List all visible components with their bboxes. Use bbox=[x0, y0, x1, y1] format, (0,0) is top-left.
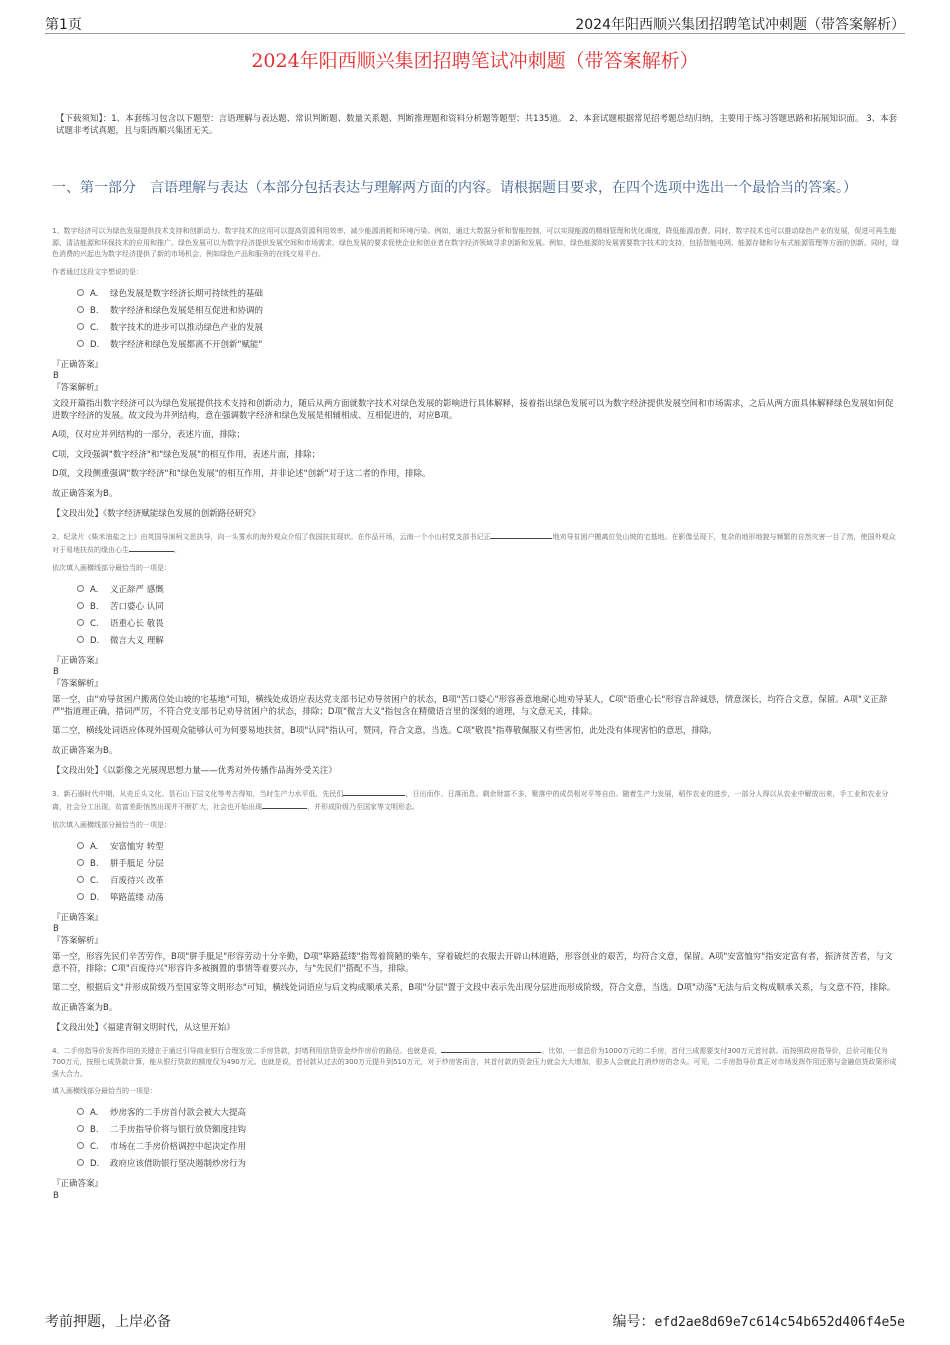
fill-blank bbox=[343, 787, 405, 796]
radio-icon[interactable] bbox=[77, 323, 84, 330]
radio-icon[interactable] bbox=[77, 1125, 84, 1132]
question-3 bbox=[52, 787, 900, 1035]
question-text: 3、新石器时代中期，从壳丘头文化、昙石山下层文化等考古得知，当时生产力水平低，先民们 ，日出而作、日落而息。剩余财富不多，聚落中的成员相对平等自由。随着生产力发展，稻作农业的进步，一部分人得以从农业中解放出来，手工业和农业分离，社会分工出现，贫富差距悄然出现并不断扩大，社会也开始出现 ，并形成阶级乃至国家等文明形态。 bbox=[52, 787, 900, 814]
source-citation: 【文段出处】《福建青铜文明时代，从这里开始》 bbox=[52, 1023, 235, 1033]
radio-icon[interactable] bbox=[77, 289, 84, 296]
radio-icon[interactable] bbox=[77, 585, 84, 592]
explanation-paragraph: A项，仅对应并列结构的一部分，表述片面，排除； bbox=[52, 430, 245, 440]
option-b[interactable]: B. 二手房指导价将与银行放贷额度挂钩 bbox=[77, 1122, 900, 1139]
option-a[interactable]: A. 绿色发展是数字经济长期可持续性的基础 bbox=[77, 286, 900, 303]
option-c[interactable]: C. 市场在二手房价格调控中起决定作用 bbox=[77, 1139, 900, 1156]
option-d[interactable]: D. 数字经济和绿色发展都离不开创新"赋能" bbox=[77, 337, 900, 354]
fill-blank bbox=[490, 530, 552, 539]
header-doc-title: 2024年阳西顺兴集团招聘笔试冲刺题（带答案解析） bbox=[575, 17, 905, 33]
correct-answer-label: 『正确答案』 bbox=[52, 912, 104, 923]
question-prompt: 作者通过这段文字想说的是： bbox=[52, 267, 143, 276]
radio-icon[interactable] bbox=[77, 636, 84, 643]
option-d[interactable]: D. 微言大义 理解 bbox=[77, 633, 900, 650]
option-d[interactable]: D. 筚路蓝缕 动荡 bbox=[77, 890, 900, 907]
question-2 bbox=[52, 530, 900, 778]
option-d[interactable]: D. 政府应该借助银行坚决遏制炒房行为 bbox=[77, 1156, 900, 1173]
conclusion: 故正确答案为B。 bbox=[52, 488, 118, 499]
question-4 bbox=[52, 1044, 900, 1203]
radio-icon[interactable] bbox=[77, 1142, 84, 1149]
explanation-paragraph: 第二空，横线处词语应体现外国观众能够认可为何要易地扶贫，B项"认同"指认可，赞同，符合文意，当选。C项"敬畏"指尊敬佩服又有些害怕，此处没有体现害怕的意思，排除。 bbox=[52, 726, 717, 736]
radio-icon[interactable] bbox=[77, 1159, 84, 1166]
fill-blank bbox=[129, 543, 174, 552]
explanation-paragraph: C项，文段强调"数字经济"和"绿色发展"的相互作用，表述片面，排除； bbox=[52, 449, 321, 460]
option-a[interactable]: A. 义正辞严 感慨 bbox=[77, 582, 900, 599]
page-number: 第1页 bbox=[45, 17, 82, 33]
option-b[interactable]: B. 苦口婆心 认同 bbox=[77, 599, 900, 616]
options-list bbox=[77, 839, 900, 907]
option-a[interactable]: A. 安富恤穷 转型 bbox=[77, 839, 900, 856]
radio-icon[interactable] bbox=[77, 619, 84, 626]
correct-answer: B bbox=[53, 667, 59, 677]
download-notice: 【下载须知】：1、本套练习包含以下题型：言语理解与表达题、常识判断题、数量关系题、判断推理题和资料分析题等题型；共135道。 2、本套试题根据常见招考题总结归纳，主要用于练习答题思路和拓展知识面。 3、本套试题非考试真题，且与阳西顺兴集团无关。 bbox=[56, 114, 898, 136]
question-text: 2、纪录片《柴米油盐之上》由英国导演柯文思执导，向一头雾水的海外观众介绍了我国扶贫现状。在作品开场，云南一个小山村党支部书记正 地劝导贫困户搬离位处山坡的宅基地。在影像呈现下，复杂的地形地貌与频繁的自然灾害一目了然，使国外观众对于易地扶贫的缘由心生 。 bbox=[52, 530, 900, 557]
source-citation: 【文段出处】《以影像之光展现思想力量——优秀对外传播作品海外受关注》 bbox=[52, 766, 337, 776]
explanation-paragraph: 文段开篇指出数字经济可以为绿色发展提供技术支持和创新动力，随后从两方面就数字技术对绿色发展的影响进行具体解释，接着指出绿色发展可以为数字经济提供发展空间和市场需求，之后从两方面具体解释绿色发展如何促进数字经济的发展。故文段为并列结构，意在强调数字经济和绿色发展是相辅相成、互相促进的，对应B项。 bbox=[52, 399, 894, 421]
radio-icon[interactable] bbox=[77, 842, 84, 849]
question-prompt: 填入画横线部分最恰当的一项是： bbox=[52, 1087, 157, 1095]
options-list bbox=[77, 1105, 900, 1173]
correct-answer-label: 『正确答案』 bbox=[52, 655, 104, 666]
document-title: 2024年阳西顺兴集团招聘笔试冲刺题（带答案解析） bbox=[251, 50, 699, 72]
option-c[interactable]: C. 数字技术的进步可以推动绿色产业的发展 bbox=[77, 320, 900, 337]
correct-answer: B bbox=[53, 1190, 59, 1201]
footer-slogan: 考前押题，上岸必备 bbox=[45, 1314, 171, 1330]
options-list bbox=[77, 286, 900, 354]
radio-icon[interactable] bbox=[77, 306, 84, 313]
code-label: 编号： bbox=[612, 1314, 655, 1330]
question-prompt: 依次填入画横线部分最恰当的一项是： bbox=[52, 563, 171, 572]
correct-answer: B bbox=[53, 924, 59, 934]
radio-icon[interactable] bbox=[77, 859, 84, 866]
option-c[interactable]: C. 百废待兴 改革 bbox=[77, 873, 900, 890]
fill-blank bbox=[441, 1044, 541, 1053]
correct-answer-label: 『正确答案』 bbox=[52, 359, 104, 370]
correct-answer: B bbox=[53, 371, 59, 381]
options-list bbox=[77, 582, 900, 650]
page-header bbox=[45, 14, 905, 34]
option-a[interactable]: A. 炒房客的二手房首付款会被大大提高 bbox=[77, 1105, 900, 1122]
explanation-paragraph: 第一空，由"劝导贫困户搬离位处山坡的宅基地"可知，横线处成语应表达党支部书记劝导贫困户的状态，B项"苦口婆心"形容善意地耐心地劝导某人，C项"语重心长"形容言辞诚恳，情意深长，均符合文意，保留。A项"义正辞严"指道理正确，措词严厉，不符合党支部书记劝导贫困户的状态，排除；D项"微言大义"指包含在精微语言里的深刻的道理，与文意无关，排除。 bbox=[52, 695, 888, 717]
questions-content bbox=[52, 226, 900, 1202]
section-title: 一、第一部分 言语理解与表达（本部分包括表达与理解两方面的内容。请根据题目要求，在四个选项中选出一个最恰当的答案。） bbox=[52, 180, 857, 196]
question-prompt: 依次填入画横线部分最恰当的一项是： bbox=[52, 820, 171, 829]
radio-icon[interactable] bbox=[77, 340, 84, 347]
analysis-label: 『答案解析』 bbox=[52, 935, 104, 946]
explanation-paragraph: 第一空，形容先民们辛苦劳作，B项"胼手胝足"形容劳动十分辛勤，D项"筚路蓝缕"指驾着简陋的柴车，穿着破烂的衣服去开辟山林道路，形容创业的艰苦，均符合文意，保留。A项"安富恤穷"指安定富有者，振济贫苦者，与文意不符，排除；C项"百废待兴"形容许多被搁置的事情等着要兴办，与"先民们"搭配不当，排除。 bbox=[52, 952, 893, 974]
radio-icon[interactable] bbox=[77, 1108, 84, 1115]
source-citation: 【文段出处】《数字经济赋能绿色发展的创新路径研究》 bbox=[52, 509, 261, 519]
fill-blank bbox=[262, 800, 307, 809]
document-code bbox=[613, 1311, 905, 1331]
analysis-label: 『答案解析』 bbox=[52, 382, 104, 393]
conclusion: 故正确答案为B。 bbox=[52, 745, 118, 756]
code-value: efd2ae8d69e7c614c54b652d406f4e5e bbox=[654, 1315, 905, 1330]
radio-icon[interactable] bbox=[77, 893, 84, 900]
conclusion: 故正确答案为B。 bbox=[52, 1002, 118, 1013]
option-c[interactable]: C. 语重心长 敬畏 bbox=[77, 616, 900, 633]
question-text: 4、二手房指导价发挥作用的关键在于通过引导商业银行合理发放二手房贷款，封堵利用信贷资金炒作房价的路径。也就是说， 。比如，一套总价为1000万元的二手房，首付三成需要支付300万元首付款。而按照政府指导价，总价可能仅为700万元，按照七成贷款计算，能从银行贷款的额度仅为490万元。也就是说，首付款从过去的300万元提升到510万元，对于炒房客而言，其首付款的资金压力就会大大增加，很多人会就此打消炒房的念头。可见，二手房指导价真正对市场发挥作用还需与金融信贷政策形成强大合力。 bbox=[52, 1044, 900, 1081]
option-b[interactable]: B. 数字经济和绿色发展是相互促进和协调的 bbox=[77, 303, 900, 320]
radio-icon[interactable] bbox=[77, 602, 84, 609]
analysis-label: 『答案解析』 bbox=[52, 678, 104, 689]
question-text: 1、数字经济可以为绿色发展提供技术支持和创新动力。数字技术的应用可以提高资源利用效率，减少能源消耗和环境污染。例如，通过大数据分析和智能控制，可以实现能源的精细管理和优化调度，降低能源浪费。同时，数字技术也可以推动绿色产业的发展，促进可再生能源、清洁能源和环保技术的应用和推广。绿色发展可以为数字经济提供发展空间和市场需求。绿色发展的要求促使企业和创业者在数字经济领域寻求创新和发展。例如，绿色能源的发展需要数字技术的支持，包括智能电网、能源存储和分布式能源管理等方面的创新。同时，绿色消费的兴起也为数字经济提供了新的市场机会，例如绿色产品和服务的在线交易平台。 bbox=[52, 227, 899, 258]
radio-icon[interactable] bbox=[77, 876, 84, 883]
explanation-paragraph: 第二空，根据后文"并形成阶级乃至国家等文明形态"可知，横线处词语应与后文构成顺承关系，B项"分层"置于文段中表示先出现分层进而形成阶级，符合文意，当选。D项"动荡"无法与后文构成顺承关系，与文意不符，排除。 bbox=[52, 983, 896, 993]
question-1 bbox=[52, 226, 900, 521]
option-b[interactable]: B. 胼手胝足 分层 bbox=[77, 856, 900, 873]
explanation-paragraph: D项，文段侧重强调"数字经济"和"绿色发展"的相互作用，并非论述"创新"对于这二者的作用，排除。 bbox=[52, 469, 431, 479]
correct-answer-label: 『正确答案』 bbox=[52, 1179, 104, 1189]
